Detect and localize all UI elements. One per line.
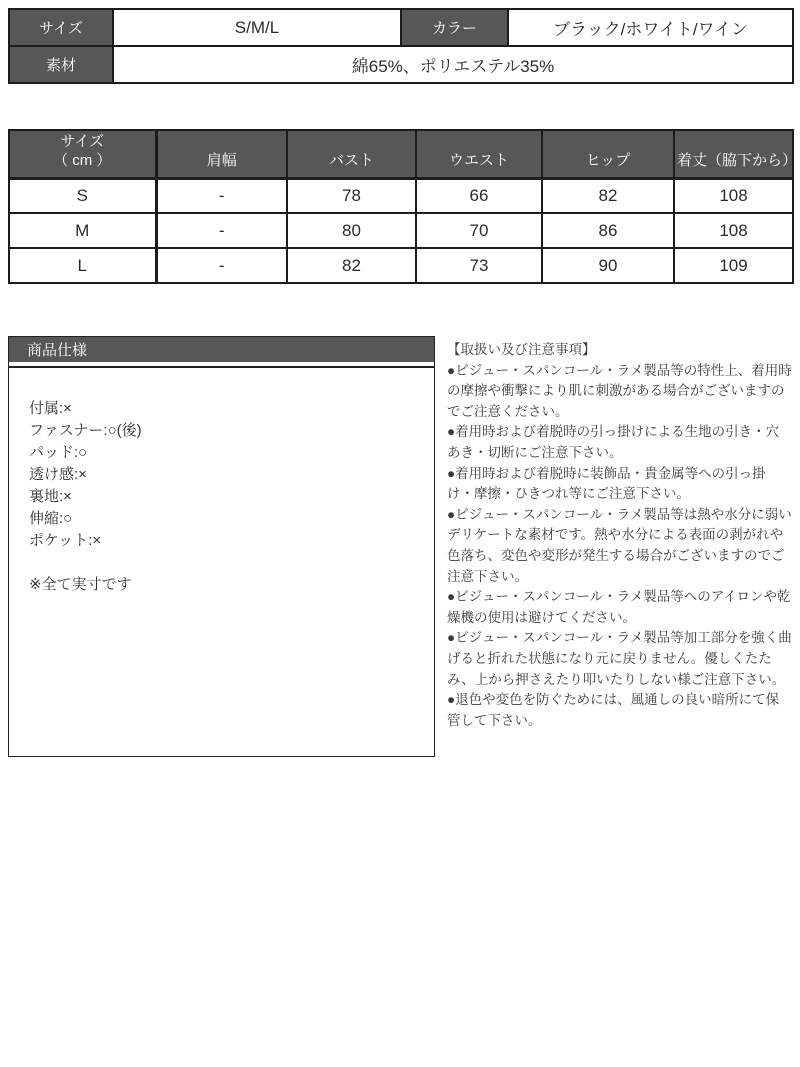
row-m-size: M xyxy=(9,213,156,248)
row-m-hip: 86 xyxy=(542,213,674,248)
material-value-cell: 綿65%、ポリエステル35% xyxy=(113,46,793,83)
spec-item-fastener: ファスナー:○(後) xyxy=(29,422,142,439)
summary-row-size-color xyxy=(9,9,793,46)
color-label-cell: カラー xyxy=(401,9,508,46)
row-l-shoulder: - xyxy=(156,248,287,283)
care-note-storage: ●退色や変色を防ぐためには、風通しの良い暗所にて保管して下さい。 xyxy=(447,692,780,728)
size-chart-row-l xyxy=(9,248,793,283)
row-s-bust: 78 xyxy=(287,178,416,213)
care-note-snagging: ●着用時および着脱時の引っ掛けによる生地の引き・穴あき・切断にご注意下さい。 xyxy=(447,424,780,460)
spec-item-stretch: 伸縮:○ xyxy=(29,510,73,527)
size-label-cell: サイズ xyxy=(9,9,113,46)
row-m-bust: 80 xyxy=(287,213,416,248)
row-m-waist: 70 xyxy=(416,213,542,248)
spec-item-lining: 裏地:× xyxy=(29,488,72,505)
care-note-friction: ●ビジュー・スパンコール・ラメ製品等の特性上、着用時の摩擦や衝撃により肌に刺激がある場合がございますのでご注意ください。 xyxy=(447,362,792,419)
row-l-size: L xyxy=(9,248,156,283)
length-header-cell: 着丈（脇下から） xyxy=(674,130,793,178)
row-s-length: 108 xyxy=(674,178,793,213)
row-m-shoulder: - xyxy=(156,213,287,248)
spec-item-accessory: 付属:× xyxy=(29,400,72,417)
row-s-size: S xyxy=(9,178,156,213)
size-chart-row-s xyxy=(9,178,793,213)
size-cm-header-cell xyxy=(9,130,156,178)
summary-row-material xyxy=(9,46,793,83)
care-note-iron-dryer: ●ビジュー・スパンコール・ラメ製品等へのアイロンや乾燥機の使用は避けてください。 xyxy=(447,589,791,625)
row-s-hip: 82 xyxy=(542,178,674,213)
row-l-waist: 73 xyxy=(416,248,542,283)
bust-header-cell: バスト xyxy=(287,130,416,178)
size-header-line1: サイズ xyxy=(60,132,105,150)
spec-item-sheerness: 透け感:× xyxy=(29,466,87,483)
spec-measurement-note: ※全て実寸です xyxy=(29,576,132,593)
spec-item-pocket: ポケット:× xyxy=(29,532,102,549)
row-s-waist: 66 xyxy=(416,178,542,213)
product-spec-title-bar: 商品仕様 xyxy=(9,337,434,366)
product-spec-content xyxy=(9,366,434,596)
size-chart-table xyxy=(8,129,798,284)
care-notes xyxy=(447,336,792,731)
hip-header-cell: ヒップ xyxy=(542,130,674,178)
care-notes-title: 【取扱い及び注意事項】 xyxy=(447,342,596,357)
care-note-jewelry: ●着用時および着脱時に装飾品・貴金属等への引っ掛け・摩擦・ひきつれ等にご注意下さい。 xyxy=(447,465,766,502)
waist-header-cell: ウエスト xyxy=(416,130,542,178)
bottom-section xyxy=(8,336,792,757)
row-l-bust: 82 xyxy=(287,248,416,283)
shoulder-header-cell: 肩幅 xyxy=(156,130,287,178)
row-l-hip: 90 xyxy=(542,248,674,283)
summary-table xyxy=(8,8,794,84)
row-s-shoulder: - xyxy=(156,178,287,213)
care-note-heat-moisture: ●ビジュー・スパンコール・ラメ製品等は熱や水分に弱いデリケートな素材です。熱や水分による表面の剥がれや色落ち、変色や変形が発生する場合がございますのでご注意下さい。 xyxy=(447,506,792,584)
row-m-length: 108 xyxy=(674,213,793,248)
product-spec-box xyxy=(8,336,435,757)
size-value-cell: S/M/L xyxy=(113,9,401,46)
row-l-length: 109 xyxy=(674,248,793,283)
spec-item-pad: パッド:○ xyxy=(29,444,88,461)
size-chart-header-row xyxy=(9,130,793,178)
material-label-cell: 素材 xyxy=(9,46,113,83)
care-note-bending: ●ビジュー・スパンコール・ラメ製品等加工部分を強く曲げると折れた状態になり元に戻りません。優しくたたみ、上から押さえたり叩いたりしない様ご注意下さい。 xyxy=(447,630,792,687)
size-chart-row-m xyxy=(9,213,793,248)
size-header-line2: （ cm ） xyxy=(53,151,112,169)
color-value-cell: ブラック/ホワイト/ワイン xyxy=(508,9,793,46)
